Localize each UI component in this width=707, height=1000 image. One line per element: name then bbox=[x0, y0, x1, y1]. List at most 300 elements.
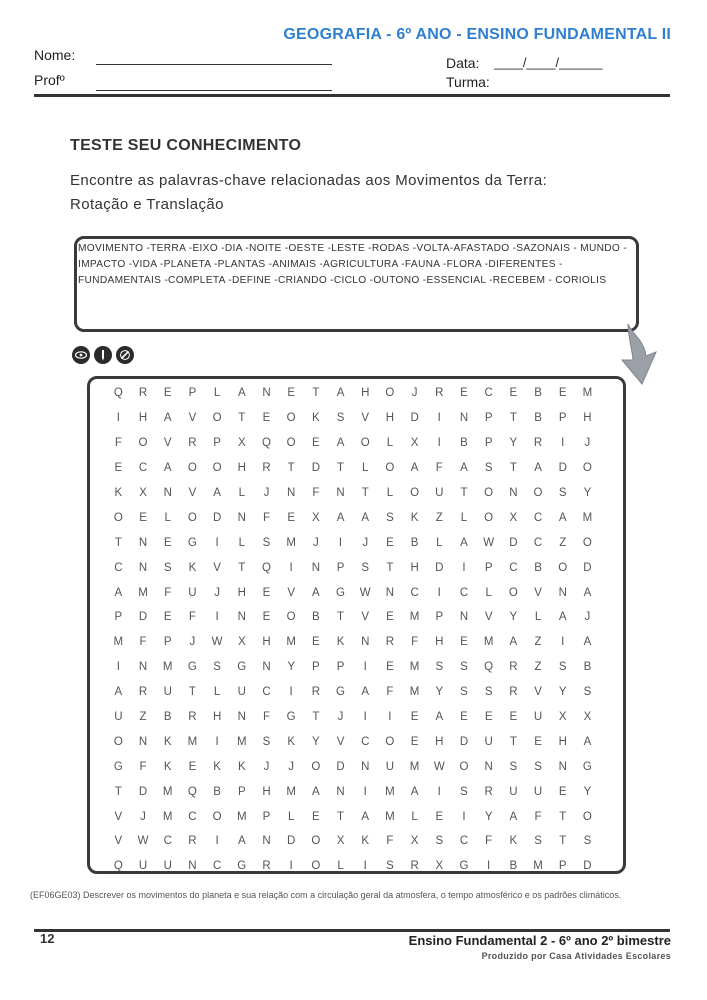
grid-letter[interactable]: S bbox=[534, 835, 542, 848]
grid-letter[interactable]: K bbox=[361, 835, 370, 848]
grid-letter[interactable]: H bbox=[262, 785, 271, 798]
grid-letter[interactable]: E bbox=[287, 511, 295, 524]
grid-letter[interactable]: Y bbox=[484, 810, 493, 823]
grid-letter[interactable]: X bbox=[312, 511, 320, 524]
grid-letter[interactable]: X bbox=[410, 437, 419, 450]
grid-letter[interactable]: J bbox=[263, 760, 270, 773]
grid-letter[interactable]: C bbox=[533, 536, 543, 549]
grid-letter[interactable]: J bbox=[288, 760, 295, 773]
grid-letter[interactable]: P bbox=[558, 412, 567, 425]
grid-letter[interactable]: C bbox=[114, 561, 123, 574]
grid-letter[interactable]: E bbox=[163, 611, 172, 624]
grid-letter[interactable]: M bbox=[236, 810, 247, 823]
grid-letter[interactable]: I bbox=[437, 412, 441, 425]
grid-letter[interactable]: B bbox=[312, 611, 320, 624]
grid-letter[interactable]: U bbox=[188, 586, 197, 599]
grid-letter[interactable]: D bbox=[311, 462, 320, 475]
grid-letter[interactable]: E bbox=[386, 611, 394, 624]
grid-letter[interactable]: A bbox=[237, 835, 246, 848]
grid-letter[interactable]: D bbox=[212, 511, 222, 524]
grid-letter[interactable]: I bbox=[561, 437, 565, 450]
grid-letter[interactable]: X bbox=[237, 636, 246, 649]
grid-letter[interactable]: I bbox=[363, 661, 367, 674]
grid-letter[interactable]: G bbox=[336, 686, 345, 699]
grid-letter[interactable]: Q bbox=[187, 785, 197, 798]
grid-letter[interactable]: Z bbox=[534, 661, 542, 674]
grid-letter[interactable]: Q bbox=[113, 387, 123, 400]
grid-letter[interactable]: M bbox=[582, 387, 593, 400]
grid-letter[interactable]: H bbox=[583, 412, 592, 425]
grid-letter[interactable]: B bbox=[534, 412, 542, 425]
grid-letter[interactable]: K bbox=[336, 636, 345, 649]
grid-letter[interactable]: D bbox=[583, 860, 592, 873]
grid-letter[interactable]: B bbox=[213, 785, 221, 798]
grid-letter[interactable]: M bbox=[162, 661, 173, 674]
grid-letter[interactable]: T bbox=[312, 387, 320, 400]
grid-letter[interactable]: O bbox=[484, 511, 494, 524]
grid-letter[interactable]: H bbox=[361, 387, 370, 400]
grid-letter[interactable]: F bbox=[188, 611, 196, 624]
grid-letter[interactable]: I bbox=[437, 785, 441, 798]
grid-letter[interactable]: H bbox=[410, 561, 419, 574]
grid-letter[interactable]: C bbox=[509, 561, 518, 574]
grid-letter[interactable]: H bbox=[237, 462, 246, 475]
grid-letter[interactable]: X bbox=[435, 860, 444, 873]
grid-letter[interactable]: A bbox=[509, 810, 518, 823]
grid-letter[interactable]: T bbox=[188, 686, 196, 699]
grid-letter[interactable]: N bbox=[237, 611, 246, 624]
grid-letter[interactable]: O bbox=[311, 760, 321, 773]
grid-letter[interactable]: Z bbox=[435, 511, 443, 524]
grid-letter[interactable]: O bbox=[113, 735, 123, 748]
grid-letter[interactable]: H bbox=[237, 586, 246, 599]
grid-letter[interactable]: O bbox=[558, 561, 568, 574]
grid-letter[interactable]: L bbox=[164, 511, 171, 524]
grid-letter[interactable]: Y bbox=[558, 686, 567, 699]
grid-letter[interactable]: U bbox=[533, 785, 543, 798]
grid-letter[interactable]: S bbox=[583, 686, 592, 699]
grid-letter[interactable]: B bbox=[509, 860, 518, 873]
grid-letter[interactable]: A bbox=[336, 437, 345, 450]
grid-letter[interactable]: J bbox=[337, 711, 344, 724]
grid-letter[interactable]: H bbox=[138, 412, 148, 425]
grid-letter[interactable]: N bbox=[237, 711, 246, 724]
grid-letter[interactable]: J bbox=[140, 810, 146, 823]
grid-letter[interactable]: H bbox=[385, 412, 395, 425]
grid-letter[interactable]: N bbox=[138, 735, 148, 748]
grid-letter[interactable]: F bbox=[262, 711, 270, 724]
grid-letter[interactable]: J bbox=[411, 387, 418, 400]
grid-letter[interactable]: K bbox=[114, 487, 123, 499]
grid-letter[interactable]: P bbox=[484, 412, 493, 425]
grid-letter[interactable]: K bbox=[287, 735, 295, 748]
grid-letter[interactable]: S bbox=[262, 735, 271, 748]
grid-letter[interactable]: S bbox=[509, 760, 518, 773]
grid-letter[interactable]: M bbox=[138, 586, 148, 599]
grid-letter[interactable]: K bbox=[163, 760, 172, 773]
grid-letter[interactable]: A bbox=[558, 611, 567, 624]
grid-letter[interactable]: B bbox=[460, 437, 468, 450]
grid-letter[interactable]: M bbox=[187, 735, 198, 748]
grid-letter[interactable]: Q bbox=[261, 561, 271, 574]
grid-letter[interactable]: E bbox=[312, 437, 320, 450]
grid-letter[interactable]: F bbox=[114, 437, 122, 450]
grid-letter[interactable]: I bbox=[363, 860, 367, 873]
grid-letter[interactable]: H bbox=[435, 735, 444, 748]
grid-letter[interactable]: T bbox=[559, 810, 567, 823]
grid-letter[interactable]: D bbox=[138, 785, 148, 798]
grid-letter[interactable]: A bbox=[410, 462, 419, 475]
grid-letter[interactable]: Q bbox=[484, 661, 494, 674]
grid-letter[interactable]: O bbox=[286, 437, 296, 450]
grid-letter[interactable]: I bbox=[215, 735, 219, 748]
grid-letter[interactable]: C bbox=[459, 586, 469, 599]
grid-letter[interactable]: O bbox=[508, 586, 518, 599]
teacher-line[interactable] bbox=[96, 90, 332, 91]
grid-letter[interactable]: Y bbox=[583, 785, 592, 798]
grid-letter[interactable]: B bbox=[410, 536, 419, 549]
grid-letter[interactable]: C bbox=[361, 735, 370, 748]
grid-letter[interactable]: O bbox=[212, 412, 222, 425]
grid-letter[interactable]: L bbox=[238, 487, 245, 499]
grid-letter[interactable]: E bbox=[534, 735, 542, 748]
grid-letter[interactable]: N bbox=[336, 487, 345, 499]
grid-letter[interactable]: U bbox=[114, 711, 123, 724]
grid-letter[interactable]: N bbox=[163, 487, 172, 499]
grid-letter[interactable]: E bbox=[139, 511, 147, 524]
grid-letter[interactable]: E bbox=[410, 735, 419, 748]
grid-letter[interactable]: C bbox=[459, 835, 469, 848]
grid-letter[interactable]: Z bbox=[559, 536, 567, 549]
grid-letter[interactable]: N bbox=[237, 511, 246, 524]
grid-letter[interactable]: R bbox=[262, 462, 271, 475]
grid-letter[interactable]: V bbox=[287, 586, 295, 599]
grid-letter[interactable]: Y bbox=[509, 611, 518, 624]
grid-letter[interactable]: V bbox=[534, 686, 542, 699]
grid-letter[interactable]: N bbox=[484, 760, 493, 773]
grid-letter[interactable]: I bbox=[487, 860, 491, 873]
grid-letter[interactable]: L bbox=[287, 810, 295, 823]
grid-letter[interactable]: H bbox=[435, 636, 444, 649]
grid-letter[interactable]: S bbox=[386, 511, 394, 524]
grid-letter[interactable]: N bbox=[262, 835, 271, 848]
grid-letter[interactable]: P bbox=[312, 661, 320, 674]
grid-letter[interactable]: X bbox=[139, 487, 147, 499]
grid-letter[interactable]: X bbox=[237, 437, 246, 450]
grid-letter[interactable]: O bbox=[286, 412, 296, 425]
grid-letter[interactable]: I bbox=[116, 661, 120, 674]
grid-letter[interactable]: A bbox=[213, 487, 221, 499]
grid-letter[interactable]: N bbox=[558, 760, 567, 773]
grid-letter[interactable]: H bbox=[212, 711, 222, 724]
grid-letter[interactable]: T bbox=[509, 412, 517, 425]
grid-letter[interactable]: Z bbox=[534, 636, 542, 649]
grid-letter[interactable]: N bbox=[509, 487, 518, 499]
grid-letter[interactable]: O bbox=[360, 437, 370, 450]
grid-letter[interactable]: R bbox=[410, 860, 419, 873]
grid-letter[interactable]: I bbox=[215, 536, 219, 549]
grid-letter[interactable]: A bbox=[361, 810, 370, 823]
grid-letter[interactable]: E bbox=[188, 760, 197, 773]
grid-letter[interactable]: S bbox=[534, 760, 542, 773]
grid-letter[interactable]: O bbox=[311, 860, 321, 873]
grid-letter[interactable]: O bbox=[187, 462, 197, 475]
grid-letter[interactable]: K bbox=[410, 511, 419, 524]
grid-letter[interactable]: O bbox=[385, 462, 395, 475]
grid-letter[interactable]: L bbox=[411, 810, 418, 823]
grid-letter[interactable]: T bbox=[238, 561, 246, 574]
grid-letter[interactable]: A bbox=[163, 462, 172, 475]
grid-letter[interactable]: H bbox=[262, 636, 271, 649]
grid-letter[interactable]: E bbox=[435, 810, 444, 823]
grid-letter[interactable]: O bbox=[187, 511, 197, 524]
grid-letter[interactable]: O bbox=[533, 487, 543, 499]
grid-letter[interactable]: L bbox=[386, 487, 394, 499]
grid-letter[interactable]: R bbox=[385, 636, 395, 649]
grid-letter[interactable]: F bbox=[485, 835, 493, 848]
grid-letter[interactable]: I bbox=[338, 536, 343, 549]
grid-letter[interactable]: X bbox=[509, 511, 518, 524]
grid-letter[interactable]: D bbox=[509, 536, 518, 549]
grid-letter[interactable]: O bbox=[311, 835, 321, 848]
grid-letter[interactable]: M bbox=[483, 636, 494, 649]
grid-letter[interactable]: T bbox=[312, 711, 320, 724]
grid-letter[interactable]: P bbox=[262, 810, 271, 823]
grid-letter[interactable]: F bbox=[386, 835, 394, 848]
grid-letter[interactable]: R bbox=[138, 686, 148, 699]
grid-letter[interactable]: J bbox=[214, 586, 220, 599]
grid-letter[interactable]: S bbox=[163, 561, 172, 574]
grid-letter[interactable]: T bbox=[509, 735, 517, 748]
grid-letter[interactable]: T bbox=[114, 785, 122, 798]
grid-letter[interactable]: X bbox=[336, 835, 345, 848]
grid-letter[interactable]: O bbox=[385, 387, 395, 400]
grid-letter[interactable]: M bbox=[236, 735, 247, 748]
grid-letter[interactable]: A bbox=[312, 785, 320, 798]
grid-letter[interactable]: N bbox=[138, 561, 148, 574]
grid-letter[interactable]: L bbox=[213, 686, 221, 699]
grid-letter[interactable]: R bbox=[311, 686, 320, 699]
grid-letter[interactable]: V bbox=[484, 611, 493, 624]
grid-letter[interactable]: S bbox=[460, 661, 468, 674]
grid-letter[interactable]: A bbox=[114, 686, 123, 699]
grid-letter[interactable]: E bbox=[509, 711, 518, 724]
grid-letter[interactable]: V bbox=[188, 487, 197, 499]
grid-letter[interactable]: P bbox=[484, 437, 493, 450]
grid-letter[interactable]: N bbox=[287, 487, 296, 499]
grid-letter[interactable]: M bbox=[409, 760, 420, 773]
grid-letter[interactable]: A bbox=[435, 711, 444, 724]
grid-letter[interactable]: A bbox=[509, 636, 518, 649]
grid-letter[interactable]: M bbox=[582, 511, 593, 524]
grid-letter[interactable]: M bbox=[385, 785, 395, 798]
grid-letter[interactable]: J bbox=[263, 487, 270, 499]
grid-letter[interactable]: T bbox=[361, 487, 369, 499]
grid-letter[interactable]: C bbox=[163, 835, 172, 848]
grid-letter[interactable]: O bbox=[484, 487, 494, 499]
grid-letter[interactable]: Y bbox=[287, 661, 295, 674]
grid-letter[interactable]: R bbox=[188, 711, 197, 724]
grid-letter[interactable]: R bbox=[484, 785, 493, 798]
grid-letter[interactable]: F bbox=[262, 511, 270, 524]
grid-letter[interactable]: A bbox=[460, 462, 468, 475]
grid-letter[interactable]: N bbox=[262, 661, 271, 674]
grid-letter[interactable]: O bbox=[582, 810, 592, 823]
grid-letter[interactable]: N bbox=[385, 586, 395, 599]
grid-letter[interactable]: L bbox=[362, 462, 369, 475]
grid-letter[interactable]: N bbox=[336, 785, 345, 798]
grid-letter[interactable]: C bbox=[484, 387, 493, 400]
grid-letter[interactable]: S bbox=[558, 661, 567, 674]
grid-letter[interactable]: V bbox=[213, 561, 221, 574]
grid-letter[interactable]: P bbox=[213, 437, 221, 450]
grid-letter[interactable]: F bbox=[386, 686, 394, 699]
grid-letter[interactable]: G bbox=[582, 760, 592, 773]
grid-letter[interactable]: E bbox=[410, 711, 419, 724]
grid-letter[interactable]: A bbox=[361, 511, 370, 524]
grid-letter[interactable]: V bbox=[361, 611, 370, 624]
grid-letter[interactable]: S bbox=[361, 561, 370, 574]
grid-letter[interactable]: U bbox=[138, 860, 148, 873]
grid-letter[interactable]: D bbox=[138, 611, 148, 624]
grid-letter[interactable]: U bbox=[484, 735, 493, 748]
grid-letter[interactable]: J bbox=[312, 536, 319, 549]
grid-letter[interactable]: E bbox=[460, 387, 468, 400]
grid-letter[interactable]: D bbox=[287, 835, 296, 848]
grid-letter[interactable]: O bbox=[212, 462, 222, 475]
grid-letter[interactable]: P bbox=[336, 561, 345, 574]
grid-letter[interactable]: D bbox=[336, 760, 345, 773]
grid-letter[interactable]: T bbox=[460, 487, 468, 499]
grid-letter[interactable]: R bbox=[262, 860, 271, 873]
grid-letter[interactable]: I bbox=[388, 711, 392, 724]
grid-letter[interactable]: C bbox=[262, 686, 271, 699]
grid-letter[interactable]: F bbox=[139, 760, 147, 773]
grid-letter[interactable]: R bbox=[188, 437, 197, 450]
grid-letter[interactable]: E bbox=[114, 462, 123, 475]
grid-letter[interactable]: I bbox=[289, 561, 293, 574]
grid-letter[interactable]: E bbox=[460, 636, 468, 649]
grid-letter[interactable]: Q bbox=[113, 860, 123, 873]
grid-letter[interactable]: G bbox=[237, 860, 247, 873]
grid-letter[interactable]: I bbox=[363, 711, 367, 724]
grid-letter[interactable]: I bbox=[116, 412, 120, 425]
grid-letter[interactable]: L bbox=[337, 860, 344, 873]
grid-letter[interactable]: F bbox=[164, 586, 172, 599]
grid-letter[interactable]: A bbox=[583, 735, 592, 748]
grid-letter[interactable]: O bbox=[286, 611, 296, 624]
grid-letter[interactable]: J bbox=[189, 636, 196, 649]
grid-letter[interactable]: L bbox=[213, 387, 221, 400]
grid-letter[interactable]: S bbox=[558, 487, 567, 499]
grid-letter[interactable]: O bbox=[138, 437, 148, 450]
name-line[interactable] bbox=[96, 64, 332, 65]
grid-letter[interactable]: U bbox=[163, 686, 172, 699]
grid-letter[interactable]: K bbox=[509, 835, 518, 848]
grid-letter[interactable]: O bbox=[459, 760, 469, 773]
grid-letter[interactable]: M bbox=[409, 686, 420, 699]
grid-letter[interactable]: N bbox=[138, 536, 148, 549]
word-search-grid[interactable] bbox=[106, 381, 600, 879]
grid-letter[interactable]: U bbox=[533, 711, 543, 724]
grid-letter[interactable]: T bbox=[559, 835, 567, 848]
grid-letter[interactable]: N bbox=[361, 636, 370, 649]
grid-letter[interactable]: U bbox=[385, 760, 395, 773]
grid-letter[interactable]: G bbox=[336, 586, 345, 599]
grid-letter[interactable]: N bbox=[459, 412, 469, 425]
grid-letter[interactable]: E bbox=[484, 711, 493, 724]
grid-letter[interactable]: I bbox=[215, 611, 219, 624]
grid-letter[interactable]: O bbox=[410, 487, 420, 499]
grid-letter[interactable]: G bbox=[187, 536, 197, 549]
grid-letter[interactable]: G bbox=[459, 860, 469, 873]
grid-letter[interactable]: F bbox=[312, 487, 320, 499]
grid-letter[interactable]: R bbox=[509, 686, 518, 699]
grid-letter[interactable]: P bbox=[163, 636, 172, 649]
grid-letter[interactable]: F bbox=[139, 636, 147, 649]
grid-letter[interactable]: O bbox=[212, 810, 222, 823]
grid-letter[interactable]: U bbox=[163, 860, 172, 873]
grid-letter[interactable]: A bbox=[534, 462, 542, 475]
grid-letter[interactable]: P bbox=[484, 561, 493, 574]
grid-letter[interactable]: S bbox=[583, 835, 592, 848]
grid-letter[interactable]: H bbox=[558, 735, 567, 748]
grid-letter[interactable]: M bbox=[409, 611, 420, 624]
grid-letter[interactable]: A bbox=[114, 586, 123, 599]
grid-letter[interactable]: N bbox=[558, 586, 567, 599]
grid-letter[interactable]: V bbox=[188, 412, 197, 425]
grid-letter[interactable]: N bbox=[138, 661, 148, 674]
grid-letter[interactable]: A bbox=[583, 586, 592, 599]
grid-letter[interactable]: B bbox=[583, 661, 592, 674]
grid-letter[interactable]: F bbox=[534, 810, 542, 823]
grid-letter[interactable]: C bbox=[410, 586, 419, 599]
grid-letter[interactable]: K bbox=[237, 760, 246, 773]
grid-letter[interactable]: A bbox=[237, 387, 246, 400]
grid-letter[interactable]: I bbox=[437, 437, 441, 450]
grid-letter[interactable]: G bbox=[187, 661, 197, 674]
grid-letter[interactable]: A bbox=[336, 511, 345, 524]
grid-letter[interactable]: E bbox=[262, 611, 271, 624]
grid-letter[interactable]: I bbox=[561, 636, 565, 649]
grid-letter[interactable]: S bbox=[484, 686, 493, 699]
grid-letter[interactable]: I bbox=[462, 561, 466, 574]
grid-letter[interactable]: L bbox=[485, 586, 492, 599]
grid-letter[interactable]: C bbox=[212, 860, 222, 873]
grid-letter[interactable]: S bbox=[386, 860, 394, 873]
grid-letter[interactable]: V bbox=[336, 735, 345, 748]
grid-letter[interactable]: A bbox=[336, 387, 345, 400]
grid-letter[interactable]: J bbox=[584, 611, 591, 624]
grid-letter[interactable]: A bbox=[163, 412, 172, 425]
grid-letter[interactable]: L bbox=[386, 437, 394, 450]
grid-letter[interactable]: I bbox=[215, 835, 219, 848]
grid-letter[interactable]: M bbox=[533, 860, 543, 873]
grid-letter[interactable]: V bbox=[114, 810, 123, 823]
grid-letter[interactable]: I bbox=[462, 810, 466, 823]
grid-letter[interactable]: S bbox=[484, 462, 493, 475]
grid-letter[interactable]: D bbox=[410, 412, 419, 425]
grid-letter[interactable]: U bbox=[509, 785, 518, 798]
grid-letter[interactable]: M bbox=[286, 636, 296, 649]
grid-letter[interactable]: T bbox=[509, 462, 517, 475]
grid-letter[interactable]: E bbox=[460, 711, 468, 724]
grid-letter[interactable]: M bbox=[385, 810, 395, 823]
date-blank[interactable]: ____/____/______ bbox=[494, 55, 603, 70]
grid-letter[interactable]: T bbox=[114, 536, 122, 549]
grid-letter[interactable]: I bbox=[363, 785, 367, 798]
grid-letter[interactable]: S bbox=[262, 536, 271, 549]
